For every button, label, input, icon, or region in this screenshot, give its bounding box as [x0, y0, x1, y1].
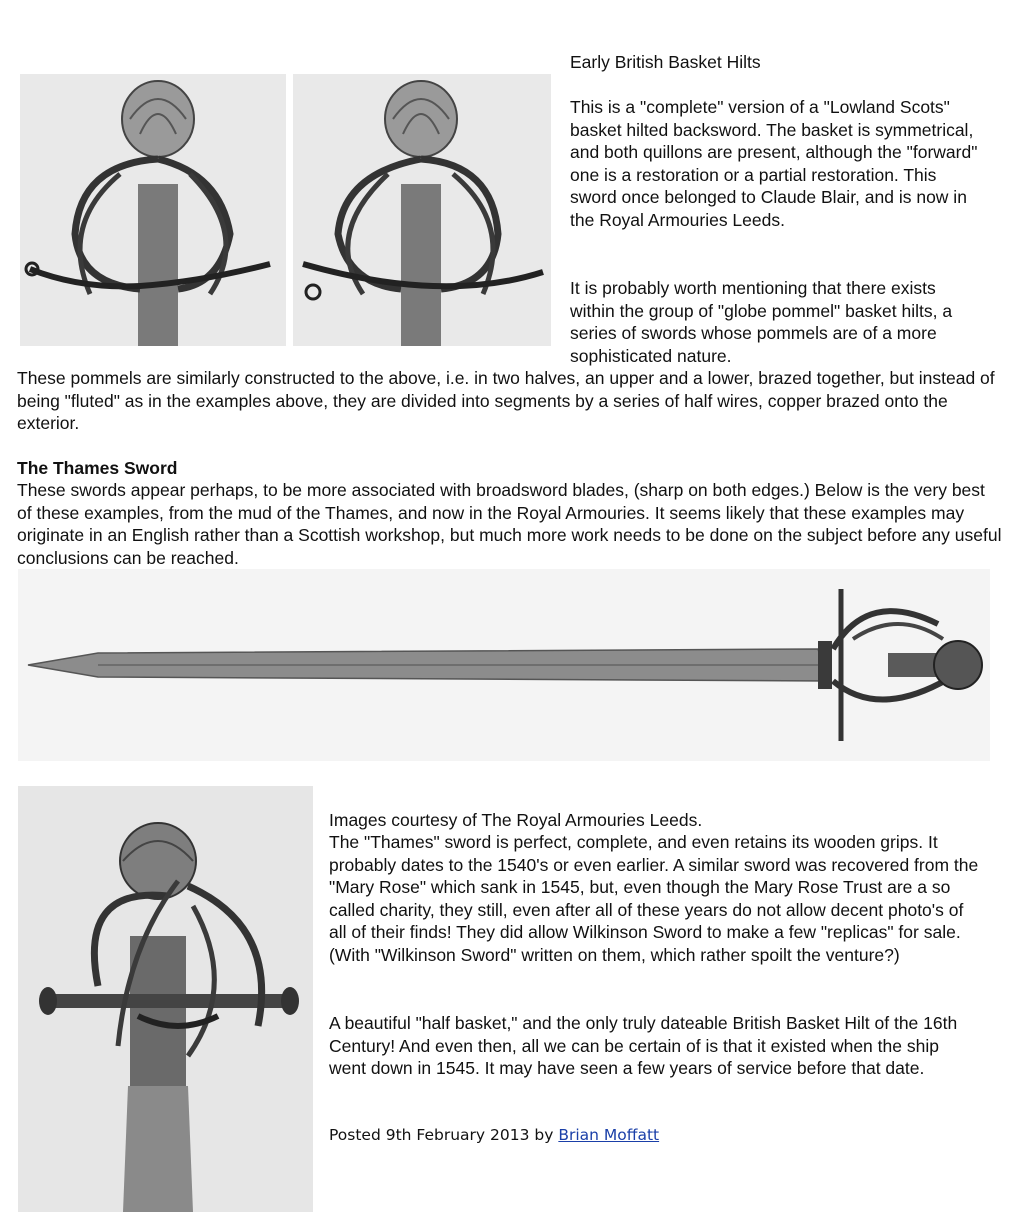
- basket-hilt-photo-left: [20, 74, 286, 346]
- basket-hilt-photo-right: [293, 74, 551, 346]
- thames-sword-illustration: [18, 569, 990, 761]
- posted-date-text: Posted 9th February 2013 by: [329, 1126, 554, 1144]
- thames-hilt-closeup-illustration: [18, 786, 313, 1212]
- intro-paragraph-2-continued: These pommels are similarly constructed to the above, i.e. in two halves, an upper and a lower, brazed together, but instead of being "fluted" as in the examples above, they are divided into segments by a series of half wires, copper brazed onto the exterior.: [17, 368, 995, 434]
- basket-hilt-left-illustration: [20, 74, 286, 346]
- thames-sword-full-photo: [18, 569, 990, 761]
- page-title: Early British Basket Hilts: [570, 52, 761, 72]
- thames-description-paragraph: The "Thames" sword is perfect, complete, and even retains its wooden grips. It probably dates to the 1540's or even earlier. A similar sword was recovered from the "Mary Rose" which sank in 1545, but, even though the Mary Rose Trust are a so called charity, they still, even after all of these years do not allow decent photo's of all of their finds! They did allow Wilkinson Sword to make a few "replicas" for sale. (With "Wilkinson Sword" written on them, which rather spoilt the venture?): [329, 832, 979, 965]
- thames-hilt-closeup-photo: [18, 786, 313, 1212]
- intro-paragraph-1: This is a "complete" version of a "Lowland Scots" basket hilted backsword. The basket is symmetrical, and both quillons are present, although the "forward" one is a restoration or a partial restoration. This sword once belonged to Claude Blair, and is now in the Royal Armouries Leeds.: [570, 97, 978, 230]
- thames-sword-heading: The Thames Sword: [17, 458, 178, 478]
- basket-hilt-right-illustration: [293, 74, 551, 346]
- half-basket-paragraph: A beautiful "half basket," and the only truly dateable British Basket Hilt of the 16th Century! And even then, all we can be certain of is that it existed when the ship went down in 1545. It may have seen a few years of service before that date.: [329, 1013, 958, 1079]
- intro-paragraph-2-start: It is probably worth mentioning that there exists within the group of "globe pommel" basket hilts, a series of swords whose pommels are of a more sophisticated nature.: [570, 278, 953, 366]
- image-credit: Images courtesy of The Royal Armouries Leeds.: [329, 810, 703, 830]
- thames-paragraph: These swords appear perhaps, to be more associated with broadsword blades, (sharp on both edges.) Below is the very best of these examples, from the mud of the Thames, and now in the Royal Armouries. It seems likely that these examples may originate in an English rather than a Scottish workshop, but much more work needs to be done on the subject before any useful conclusions can be reached.: [17, 480, 1002, 568]
- author-link[interactable]: Brian Moffatt: [558, 1126, 660, 1144]
- post-footer: [329, 1124, 979, 1147]
